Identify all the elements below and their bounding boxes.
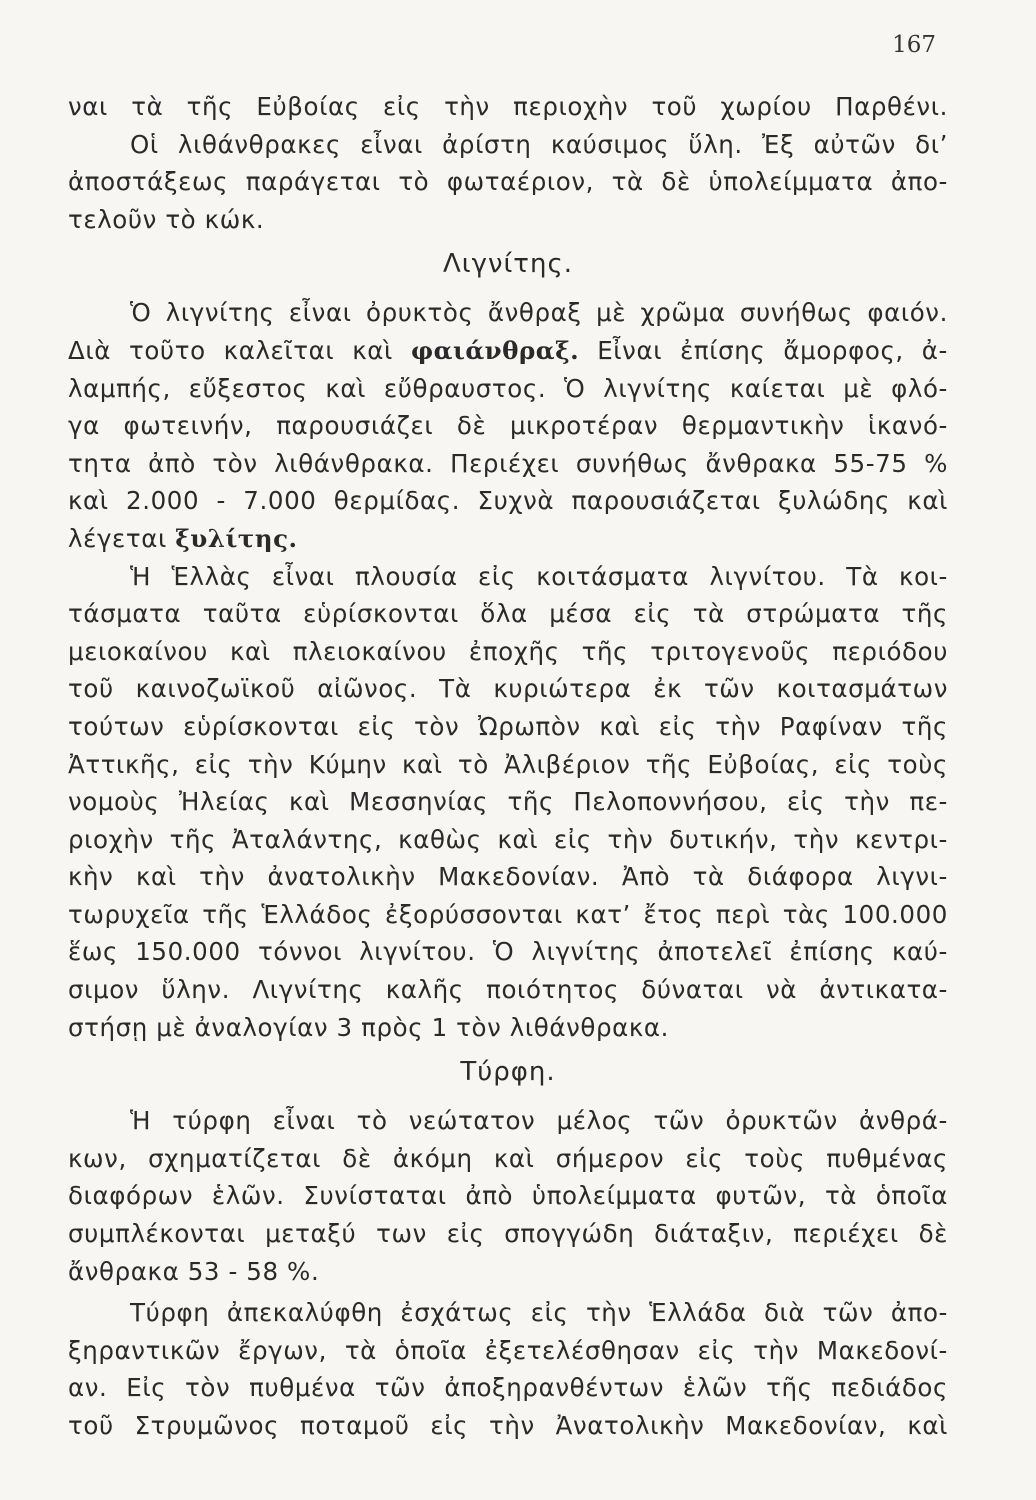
text-line: τητα ἀπὸ τὸν λιθάνθρακα. Περιέχει συνήθως ἄνθρακα 55-75 % — [68, 448, 948, 478]
text-line: τούτων εὑρίσκονται εἰς τὸν Ὠρωπὸν καὶ εἰς τὴν Ραφίναν τῆς — [68, 711, 948, 741]
text-line: μειοκαίνου καὶ πλειοκαίνου ἐποχῆς τῆς τριτογενοῦς περιόδου — [68, 636, 948, 666]
text-line: κὴν καὶ τὴν ἀνατολικὴν Μακεδονίαν. Ἀπὸ τὰ διάφορα λιγνι- — [68, 862, 948, 892]
page-number: 167 — [892, 32, 936, 58]
text-line: Ὁ λιγνίτης εἶναι ὀρυκτὸς ἄνθραξ μὲ χρῶμα συνήθως φαιόν. — [130, 298, 948, 328]
text-line: Ἡ τύρφη εἶναι τὸ νεώτατον μέλος τῶν ὀρυκτῶν ἀνθρά- — [130, 1106, 948, 1136]
text-line — [68, 520, 948, 558]
text-line: συμπλέκονται μεταξύ των εἰς σπογγώδη διάταξιν, περιέχει δὲ — [68, 1219, 948, 1249]
page-body — [68, 88, 948, 1445]
paragraph-peat-description — [68, 1102, 948, 1290]
text-line: Οἱ λιθάνθρακες εἶναι ἀρίστη καύσιμος ὕλη. Ἐξ αὐτῶν δι’ — [130, 129, 948, 159]
text-line: στήσῃ μὲ ἀναλογίαν 3 πρὸς 1 τὸν λιθάνθρακα. — [68, 1012, 670, 1042]
text-line: ριοχὴν τῆς Ἀταλάντης, καθὼς καὶ εἰς τὴν δυτικήν, τὴν κεντρι- — [68, 824, 948, 854]
text-line: τοῦ Στρυμῶνος ποταμοῦ εἰς τὴν Ἀνατολικὴν Μακεδονίαν, καὶ — [68, 1411, 948, 1440]
text-line — [68, 332, 948, 370]
term-faianthrax: φαιάνθραξ. — [410, 335, 580, 365]
text-line: Ἀττικῆς, εἰς τὴν Κύμην καὶ τὸ Ἀλιβέριον τῆς Εὐβοίας, εἰς τοὺς — [68, 749, 948, 779]
paragraph-coal-continuation — [68, 88, 948, 238]
text-line: ναι τὰ τῆς Εὐβοίας εἰς τὴν περιοχὴν τοῦ χωρίου Παρθένι. — [68, 92, 948, 121]
paragraph-lignite-description — [68, 294, 948, 557]
text-line: αν. Εἰς τὸν πυθμένα τῶν ἀποξηρανθέντων ἑλῶν τῆς πεδιάδος — [68, 1373, 948, 1403]
text-line: ἀποστάξεως παράγεται τὸ φωταέριον, τὰ δὲ ὑπολείμματα ἀπο- — [68, 167, 948, 197]
text-line: κων, σχηματίζεται δὲ ἀκόμη καὶ σήμερον εἰς τοὺς πυθμένας — [68, 1143, 948, 1173]
section-heading-peat: Τύρφη. — [460, 1057, 556, 1088]
text-line: ἕως 150.000 τόννοι λιγνίτου. Ὁ λιγνίτης ἀποτελεῖ ἐπίσης καύ- — [68, 937, 948, 967]
text-span: Διὰ τοῦτο καλεῖται καὶ — [68, 335, 411, 365]
text-line: Ἡ Ἑλλὰς εἶναι πλουσία εἰς κοιτάσματα λιγνίτου. Τὰ κοι- — [130, 561, 948, 591]
paragraph-lignite-deposits — [68, 558, 948, 1047]
text-line: τοῦ καινοζωϊκοῦ αἰῶνος. Τὰ κυριώτερα ἐκ τῶν κοιτασμάτων — [68, 674, 948, 704]
text-line: Τύρφη ἀπεκαλύφθη ἐσχάτως εἰς τὴν Ἑλλάδα διὰ τῶν ἀπο- — [130, 1298, 948, 1328]
section-heading-lignite: Λιγνίτης. — [443, 249, 573, 280]
text-line: νομοὺς Ἠλείας καὶ Μεσσηνίας τῆς Πελοποννήσου, εἰς τὴν πε- — [68, 787, 948, 817]
text-line: σιμον ὕλην. Λιγνίτης καλῆς ποιότητος δύναται νὰ ἀντικατα- — [68, 975, 948, 1005]
text-line: ἄνθρακα 53 - 58 %. — [68, 1256, 320, 1286]
term-xylitis: ξυλίτης. — [175, 523, 298, 553]
text-span: λέγεται — [68, 523, 176, 553]
text-line: ξηραντικῶν ἔργων, τὰ ὁποῖα ἐξετελέσθησαν εἰς τὴν Μακεδονί- — [68, 1335, 948, 1365]
text-line: διαφόρων ἑλῶν. Συνίσταται ἀπὸ ὑπολείμματα φυτῶν, τὰ ὁποῖα — [68, 1181, 948, 1211]
text-line: τελοῦν τὸ κώκ. — [68, 204, 265, 234]
text-line: τάσματα ταῦτα εὑρίσκονται ὅλα μέσα εἰς τὰ στρώματα τῆς — [68, 599, 948, 629]
text-line: γα φωτεινήν, παρουσιάζει δὲ μικροτέραν θερμαντικὴν ἱκανό- — [68, 411, 948, 441]
paragraph-peat-greece — [68, 1294, 948, 1444]
text-line: καὶ 2.000 - 7.000 θερμίδας. Συχνὰ παρουσιάζεται ξυλώδης καὶ — [68, 486, 948, 516]
text-line: τωρυχεῖα τῆς Ἑλλάδος ἐξορύσσονται κατ’ ἔτος περὶ τὰς 100.000 — [68, 899, 948, 929]
text-span: Εἶναι ἐπίσης ἄμορφος, ἀ- — [579, 335, 948, 365]
text-line: λαμπής, εὔξεστος καὶ εὔθραυστος. Ὁ λιγνίτης καίεται μὲ φλό- — [68, 373, 948, 403]
